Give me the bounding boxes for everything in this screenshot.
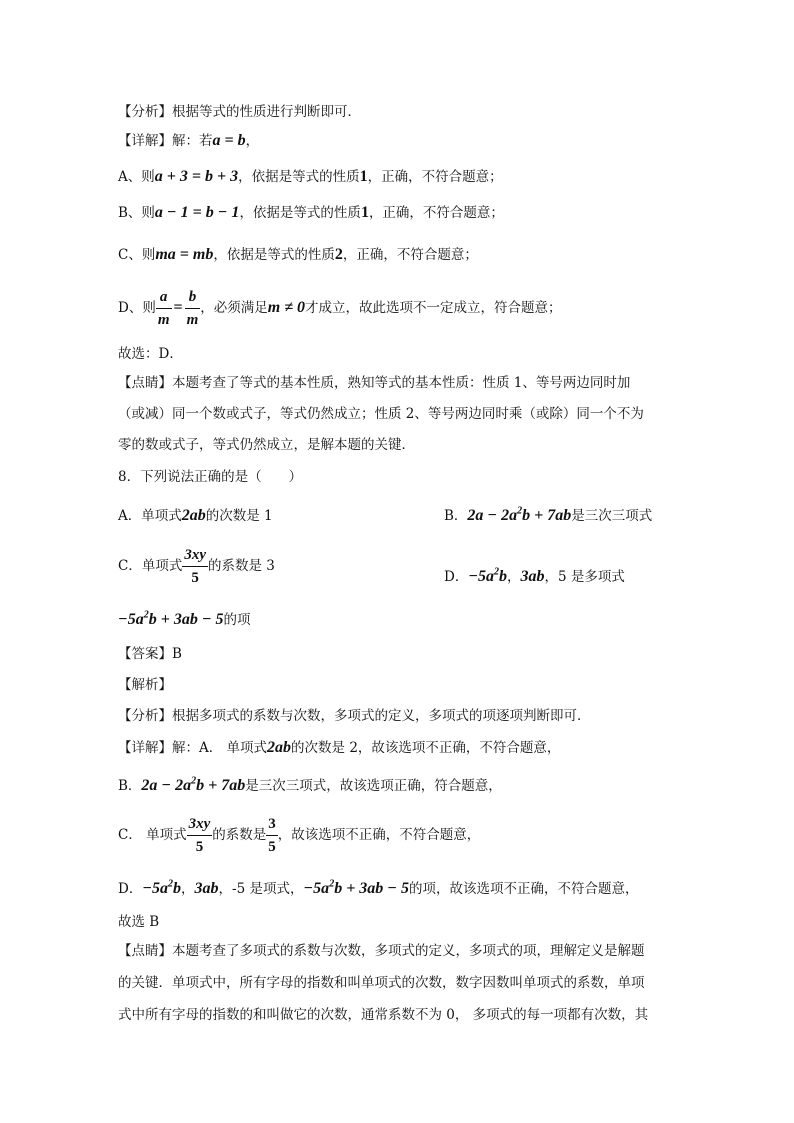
fraction-bar <box>156 308 172 309</box>
option-a-text: ，依据是等式的性质 <box>238 169 360 185</box>
explain-text: 【解析】 <box>118 677 172 693</box>
fraction-b-over-m <box>185 288 201 329</box>
solution-prefix: C． 单项式 <box>118 827 187 843</box>
analysis-text: 【分析】根据多项式的系数与次数，多项式的定义，多项式的项逐项判断即可． <box>118 708 591 724</box>
explain-heading <box>118 675 172 695</box>
option-c-line <box>118 245 478 265</box>
math-expression: 2ab <box>181 507 206 524</box>
choice-d-continued <box>118 610 251 630</box>
choice-d-text: 的项 <box>223 612 251 628</box>
fraction-numerator: 3 <box>268 816 276 832</box>
fraction-denominator: 5 <box>191 570 199 586</box>
choose-text: 故选 B <box>118 914 160 930</box>
punctuation: ， <box>245 133 260 149</box>
math-expression: 3ab <box>194 880 219 897</box>
solution-a <box>118 738 560 758</box>
option-b-line <box>118 203 504 223</box>
math-expression: $2a - 2a^2b + 7ab$ <box>141 775 246 794</box>
note-text: 式中所有字母的指数的和叫做它的次数，通常系数不为 0， 多项式的每一项都有次数，其 <box>118 1007 649 1023</box>
fraction-a-over-m <box>156 288 172 329</box>
option-c-conclusion: ，正确，不符合题意； <box>342 247 478 263</box>
note-2-line-3 <box>118 1005 648 1025</box>
solution-text: 是三次三项式，故该选项正确，符合题意， <box>245 778 502 794</box>
math-expression: $-5a^2b + 3ab - 5$ <box>118 609 224 628</box>
solution-text: ，故该选项不正确，不符合题意， <box>277 827 481 843</box>
question-text: 8．下列说法正确的是（ ） <box>118 469 303 485</box>
solution-d <box>118 879 639 899</box>
choose-2-line <box>118 912 159 932</box>
choice-d-label: D． <box>444 569 469 585</box>
choice-b <box>444 506 652 526</box>
detail-text: 【详解】解：若 <box>118 133 213 149</box>
note-line-1 <box>118 373 630 393</box>
math-expression: a = b <box>212 132 246 149</box>
math-expression: 3ab <box>520 568 545 585</box>
note-text: 零的数或式子，等式仍然成立，是解本题的关键． <box>118 437 415 453</box>
math-expression: m ≠ 0 <box>267 299 306 316</box>
choice-a-label: A．单项式 <box>118 508 182 524</box>
solution-prefix: 【详解】解：A． 单项式 <box>118 740 268 756</box>
solution-prefix: D． <box>118 881 143 897</box>
option-c-prefix: C、则 <box>118 247 156 263</box>
choose-line <box>118 344 183 364</box>
solution-c <box>118 815 480 856</box>
property-number: 1 <box>359 168 368 185</box>
solution-text: ，-5 是项式， <box>218 881 304 897</box>
analysis-line <box>118 102 361 122</box>
note-text: 的关键．单项式中，所有字母的指数和叫单项式的次数，数字因数叫单项式的系数，单项 <box>118 975 645 991</box>
math-expression: $-5a^2b$ <box>468 566 508 585</box>
option-b-conclusion: ，正确，不符合题意； <box>368 205 504 221</box>
fraction-denominator: 5 <box>195 839 204 855</box>
choice-c-text: 的系数是 3 <box>208 558 275 574</box>
fraction-3-over-5 <box>266 815 278 856</box>
choice-c <box>118 546 275 587</box>
note-2-line-2 <box>118 973 645 993</box>
option-a-conclusion: ，正确，不符合题意； <box>367 169 503 185</box>
choice-b-label: B． <box>444 508 468 524</box>
math-expression: a + 3 = b + 3 <box>154 168 239 185</box>
fraction-3xy-over-5 <box>182 546 208 587</box>
option-a-prefix: A、则 <box>118 169 155 185</box>
option-b-text: ，依据是等式的性质 <box>239 205 361 221</box>
option-d-conclusion: 才成立，故此选项不一定成立，符合题意； <box>305 300 562 316</box>
solution-text: 的次数是 2，故该选项不正确，不符合题意， <box>291 740 561 756</box>
choice-d <box>444 567 625 587</box>
fraction-bar <box>266 835 278 836</box>
math-expression: $-5a^2b$ <box>142 878 182 897</box>
option-d-line <box>118 288 562 329</box>
property-number: 2 <box>334 246 343 263</box>
punctuation: ， <box>507 569 521 585</box>
solution-prefix: B． <box>118 778 142 794</box>
property-number: 1 <box>360 204 369 221</box>
note-line-3 <box>118 435 415 455</box>
choose-text: 故选：D． <box>118 346 183 362</box>
option-c-text: ，依据是等式的性质 <box>213 247 335 263</box>
solution-text: 的项，故该选项不正确，不符合题意， <box>409 881 639 897</box>
analysis-2-line <box>118 706 591 726</box>
fraction-bar <box>187 835 213 836</box>
math-expression: ma = mb <box>155 246 214 263</box>
math-expression: $2a - 2a^2b + 7ab$ <box>467 505 572 524</box>
fraction-bar <box>182 566 208 567</box>
detail-line <box>118 131 259 151</box>
option-d-text: ，必须满足 <box>200 300 268 316</box>
note-2-line-1 <box>118 941 645 961</box>
note-text: 【点睛】本题考查了多项式的系数与次数，多项式的定义，多项式的项，理解定义是解题 <box>118 943 645 959</box>
answer-line <box>118 644 182 664</box>
math-expression: $-5a^2b + 3ab - 5$ <box>303 878 409 897</box>
fraction-numerator: a <box>159 289 168 305</box>
math-expression: 2ab <box>267 739 292 756</box>
math-expression: a − 1 = b − 1 <box>154 204 240 221</box>
note-text: （或减）同一个数或式子，等式仍然成立；性质 2、等号两边同时乘（或除）同一个不为 <box>118 406 644 422</box>
fraction-3xy-over-5 <box>187 815 213 856</box>
question-8 <box>118 467 302 487</box>
fraction-numerator: 3xy <box>188 816 211 832</box>
option-a-line <box>118 167 503 187</box>
note-text: 【点睛】本题考查了等式的基本性质，熟知等式的基本性质：性质 1、等号两边同时加 <box>118 375 631 391</box>
answer-text: 【答案】B <box>118 646 182 662</box>
fraction-denominator: m <box>157 312 170 328</box>
choice-a-text: 的次数是 1 <box>205 508 273 524</box>
option-d-prefix: D、则 <box>118 300 156 316</box>
choice-a <box>118 506 273 526</box>
equals-sign: = <box>173 299 183 316</box>
fraction-denominator: 5 <box>268 839 276 855</box>
choice-b-text: 是三次三项式 <box>571 508 653 524</box>
fraction-numerator: b <box>188 289 197 305</box>
solution-text: 的系数是 <box>212 827 267 843</box>
solution-b <box>118 776 502 796</box>
choice-c-label: C．单项式 <box>118 558 183 574</box>
choice-d-text: ，5 是多项式 <box>544 569 625 585</box>
option-b-prefix: B、则 <box>118 205 155 221</box>
note-line-2 <box>118 404 644 424</box>
fraction-numerator: 3xy <box>184 547 207 563</box>
fraction-denominator: m <box>186 312 199 328</box>
analysis-text: 【分析】根据等式的性质进行判断即可． <box>118 104 361 120</box>
punctuation: ， <box>181 881 195 897</box>
fraction-bar <box>185 308 201 309</box>
